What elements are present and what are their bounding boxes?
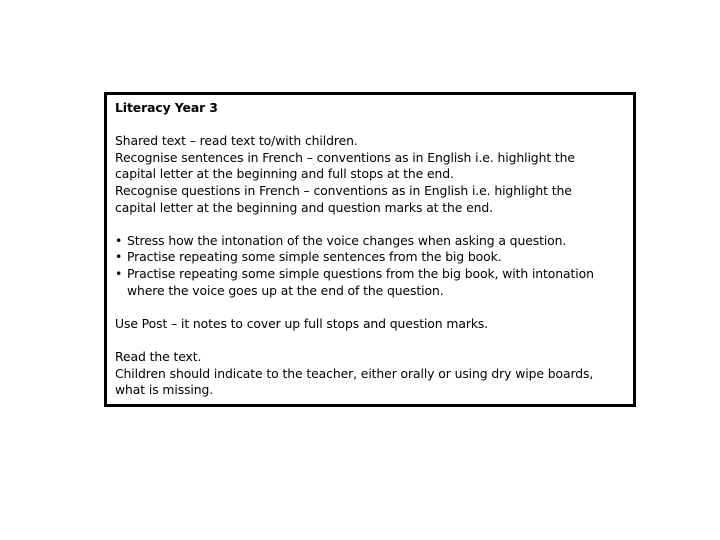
- bullet-text: Practise repeating some simple questions from the big book, with intonation where the voice goes up at the end of the question.: [127, 265, 594, 298]
- spacer: [115, 332, 629, 349]
- closing-line: Read the text.: [115, 348, 202, 364]
- slide-text-box: [104, 92, 636, 407]
- bullet-item: [115, 233, 629, 250]
- intro-line: Recognise sentences in French – conventions as in English i.e. highlight the: [115, 149, 575, 165]
- bullet-text: Stress how the intonation of the voice changes when asking a question.: [127, 232, 567, 248]
- post-it-line: Use Post – it notes to cover up full stops and question marks.: [115, 315, 489, 331]
- spacer: [115, 117, 629, 134]
- intro-line: capital letter at the beginning and full stops at the end.: [115, 166, 454, 182]
- bullet-item: [115, 249, 629, 266]
- bullet-text: Practise repeating some simple sentences from the big book.: [127, 249, 502, 265]
- spacer: [115, 299, 629, 316]
- closing-line: what is missing.: [115, 382, 214, 398]
- document-title: Literacy Year 3: [115, 100, 218, 115]
- closing-line: Children should indicate to the teacher, either orally or using dry wipe boards,: [115, 365, 594, 381]
- bullet-icon: •: [115, 249, 123, 265]
- slide-content: [115, 100, 629, 399]
- intro-line: Shared text – read text to/with children.: [115, 133, 358, 149]
- spacer: [115, 216, 629, 233]
- bullet-icon: •: [115, 265, 123, 281]
- intro-line: capital letter at the beginning and question marks at the end.: [115, 199, 494, 215]
- bullet-item: [115, 266, 629, 299]
- intro-line: Recognise questions in French – conventions as in English i.e. highlight the: [115, 182, 572, 198]
- bullet-list: [115, 233, 629, 299]
- bullet-icon: •: [115, 232, 123, 248]
